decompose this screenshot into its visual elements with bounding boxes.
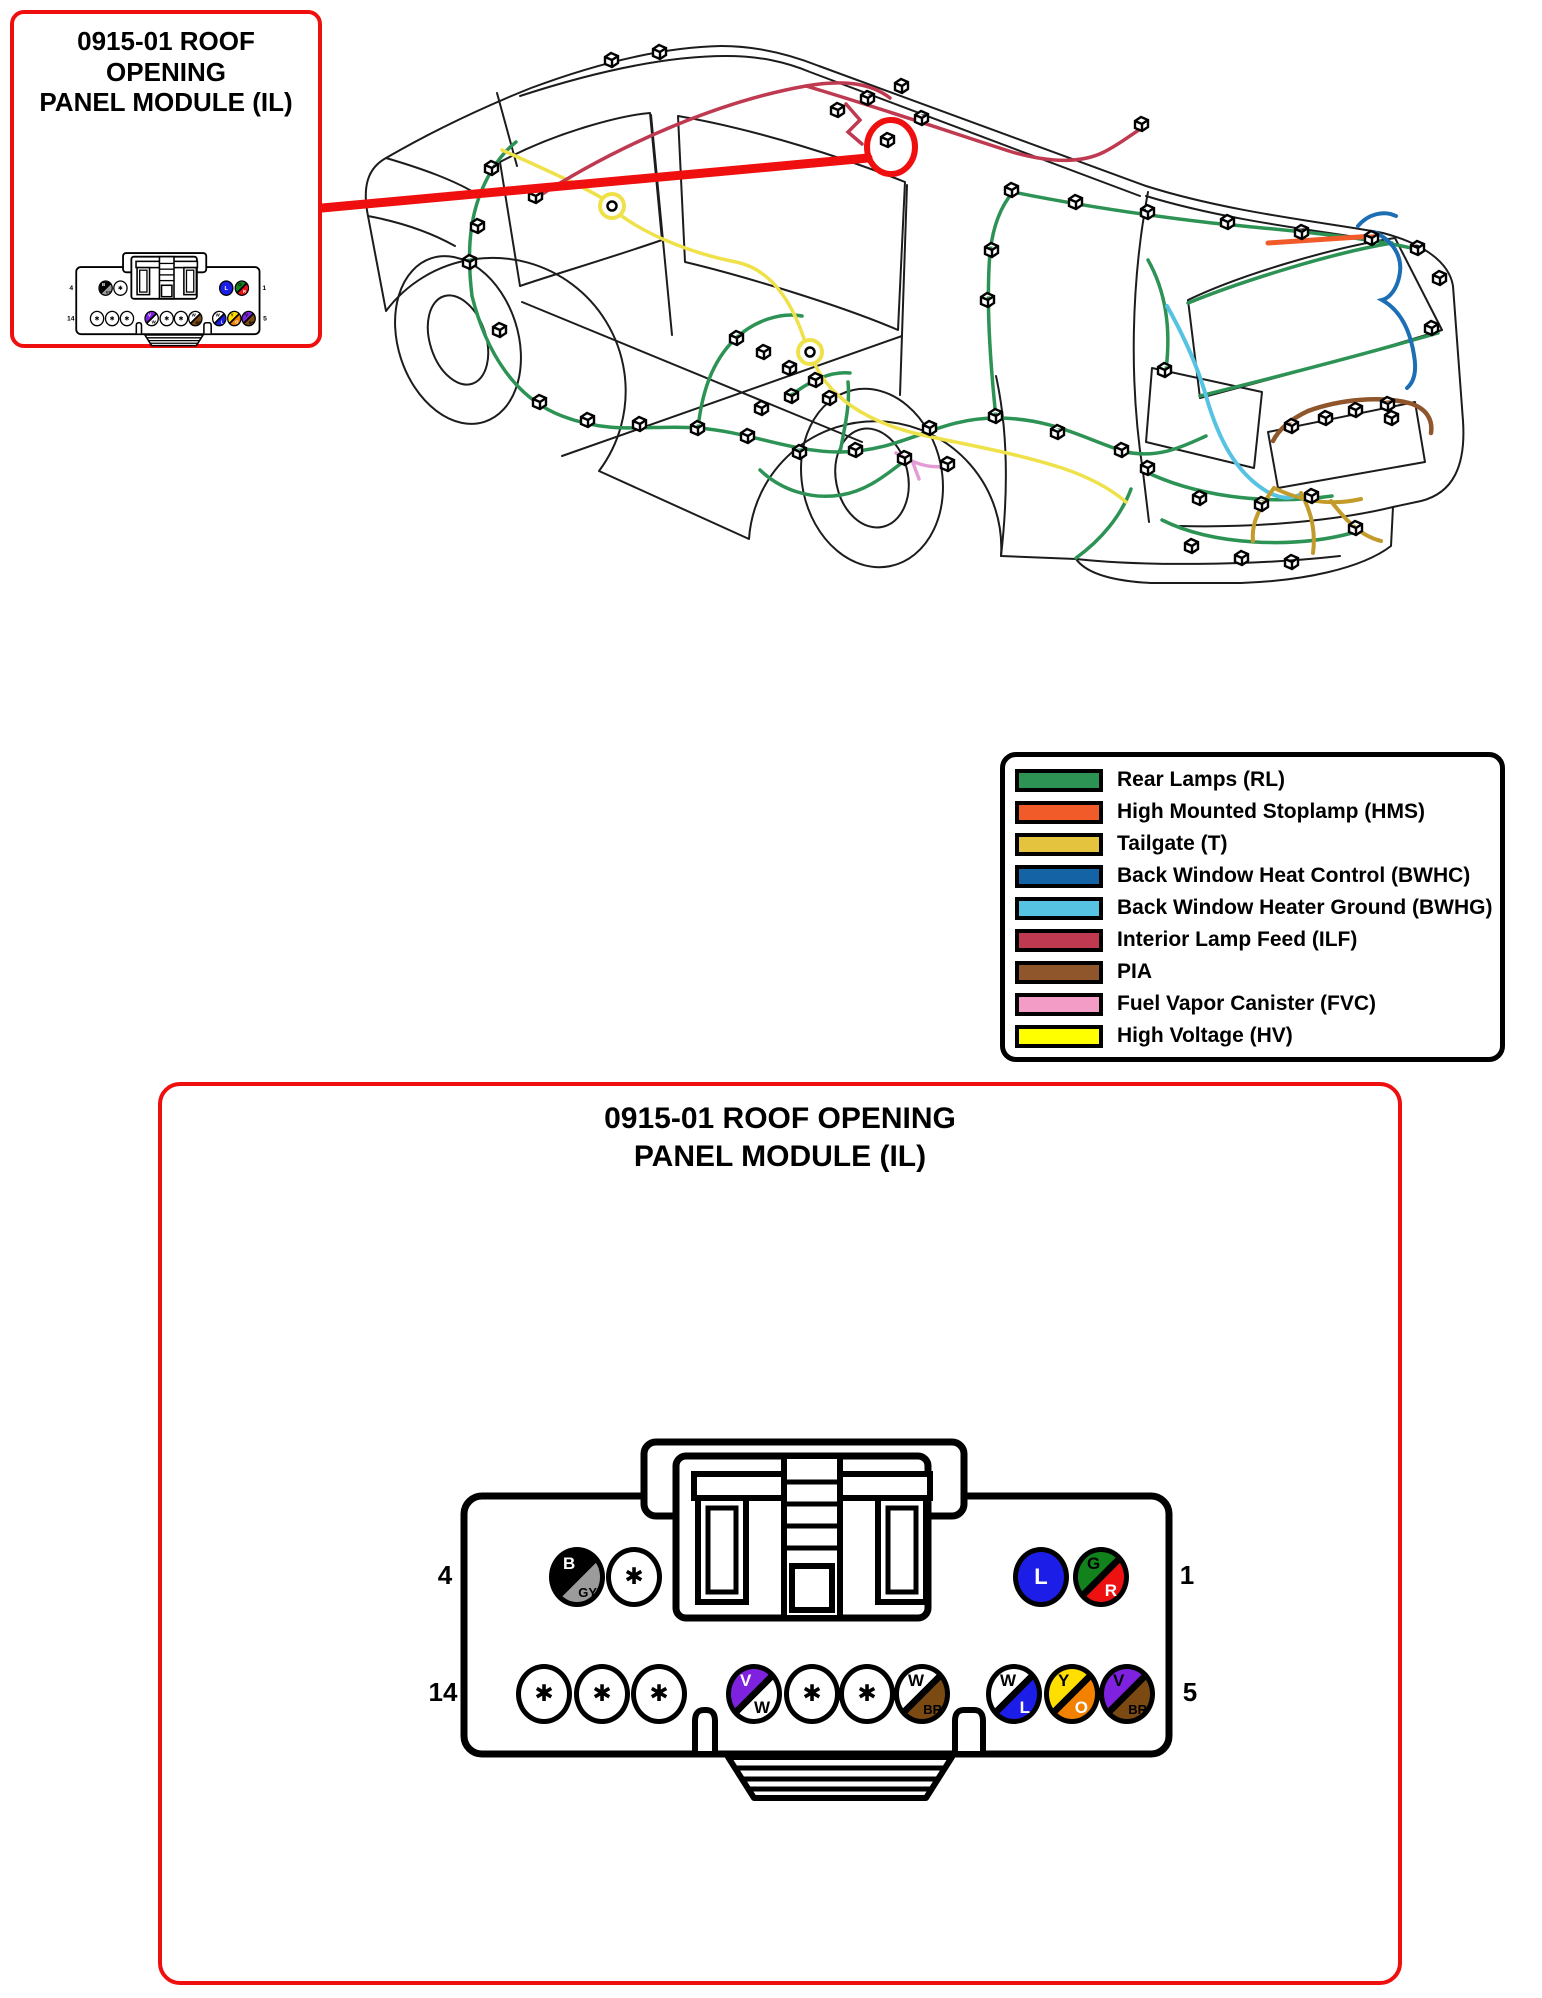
pin-v-w — [144, 311, 159, 327]
pin-code-top: Y — [230, 312, 234, 318]
connector-cube-icon — [989, 409, 1002, 423]
pin-code-bottom: R — [1104, 1581, 1117, 1600]
pin-code-top: V — [1113, 1671, 1125, 1690]
pin-g-r — [235, 280, 250, 296]
connector-cube-icon — [1349, 403, 1362, 417]
pin-b-gy — [98, 280, 113, 296]
pin-v-br — [1099, 1664, 1155, 1724]
connector-cube-icon — [1069, 195, 1082, 209]
pin-code-bottom: O — [235, 319, 239, 325]
connector-cube-icon — [493, 323, 506, 337]
pin- — [90, 311, 105, 327]
pin-row-number: 4 — [437, 1560, 453, 1590]
unassigned-pin-asterisk: ✱ — [94, 315, 100, 322]
legend-label: Interior Lamp Feed (ILF) — [1117, 928, 1358, 951]
connector-cube-icon — [823, 391, 836, 405]
pin-code-top: V — [740, 1671, 752, 1690]
connector-cube-icon — [1285, 555, 1298, 569]
pin-row-number: 4 — [69, 283, 74, 292]
legend-swatch-icon — [1015, 801, 1103, 824]
connector-cube-icon — [757, 345, 770, 359]
unassigned-pin-asterisk: ✱ — [534, 1681, 554, 1707]
unassigned-pin-asterisk: ✱ — [857, 1681, 877, 1707]
pin-y-o — [1044, 1664, 1100, 1724]
connector-cube-icon — [463, 255, 476, 269]
connector-cube-icon — [1433, 271, 1446, 285]
pin- — [839, 1664, 895, 1724]
connector-cube-icon — [485, 161, 498, 175]
pin-diagram-mini — [67, 252, 268, 354]
pin-code-top: Y — [1058, 1671, 1070, 1690]
pin-v-w — [726, 1664, 782, 1724]
pin-code-bottom: W — [753, 1698, 770, 1717]
pin- — [516, 1664, 572, 1724]
connector-cube-icon — [915, 111, 928, 125]
pin-row-number: 1 — [262, 283, 267, 292]
callout-circle — [867, 120, 915, 174]
pin-w-br — [188, 311, 203, 327]
legend-swatch-icon — [1015, 865, 1103, 888]
legend-swatch-icon — [1015, 833, 1103, 856]
pin-code-top: W — [1000, 1671, 1017, 1690]
pin-l — [1013, 1547, 1069, 1607]
connector-cube-icon — [1051, 425, 1064, 439]
connector-cube-icon — [1319, 411, 1332, 425]
wiring-connector-cubes — [463, 45, 1446, 569]
connector-cube-icon — [981, 293, 994, 307]
pin- — [120, 311, 135, 327]
pin-w-l — [986, 1664, 1042, 1724]
pinout-title-line1: 0915-01 ROOF OPENING — [604, 1102, 956, 1135]
legend-swatch-icon — [1015, 1025, 1103, 1048]
pin- — [113, 280, 128, 296]
pin-code-bottom: BR — [248, 320, 254, 325]
connector-cube-icon — [653, 45, 666, 59]
connector-cube-icon — [605, 53, 618, 67]
legend-label: PIA — [1117, 960, 1153, 983]
pin-code-bottom: O — [1074, 1698, 1088, 1717]
connector-cube-icon — [1193, 491, 1206, 505]
connector-cube-icon — [831, 103, 844, 117]
pin-code: L — [224, 284, 229, 292]
pin-code-top: W — [191, 312, 196, 318]
harness-legend — [1000, 752, 1505, 1062]
legend-row — [1015, 896, 1493, 920]
pin-row-number: 14 — [428, 1677, 458, 1707]
wire-high-mounted-stoplamp — [1268, 236, 1374, 243]
unassigned-pin-asterisk: ✱ — [592, 1681, 612, 1707]
pinout-title-line2: PANEL MODULE (IL) — [633, 1139, 927, 1173]
pin-code-bottom: L — [220, 319, 224, 325]
roof-module-pinout-box — [158, 1082, 1402, 1985]
connector-cube-icon — [1385, 411, 1398, 425]
connector-cube-icon — [809, 373, 822, 387]
pin-code-top: W — [215, 312, 220, 318]
connector-cube-icon — [1425, 321, 1438, 335]
callout-title-line2: OPENING — [106, 56, 226, 87]
pin- — [159, 311, 174, 327]
connector-cube-icon — [923, 421, 936, 435]
pin-code-top: W — [908, 1671, 925, 1690]
pin-row-number: 1 — [1179, 1560, 1195, 1590]
connector-cube-icon — [985, 243, 998, 257]
connector-cube-icon — [755, 401, 768, 415]
pin-y-o — [227, 311, 242, 327]
pin- — [606, 1547, 662, 1607]
unassigned-pin-asterisk: ✱ — [624, 1564, 644, 1590]
legend-swatch-icon — [1015, 769, 1103, 792]
unassigned-pin-asterisk: ✱ — [178, 315, 184, 322]
connector-cube-icon — [581, 413, 594, 427]
connector-cube-icon — [730, 331, 743, 345]
vehicle-outline — [366, 46, 1464, 583]
connector-shell — [440, 1438, 1200, 1830]
connector-cube-icon — [898, 451, 911, 465]
pin-code-top: G — [238, 282, 242, 288]
connector-cube-icon — [849, 443, 862, 457]
legend-row — [1015, 800, 1490, 824]
connector-cube-icon — [785, 389, 798, 403]
roof-module-callout-box — [10, 10, 322, 348]
legend-swatch-icon — [1015, 897, 1103, 920]
pin-g-r — [1073, 1547, 1129, 1607]
connector-cube-icon — [1295, 225, 1308, 239]
pin-b-gy — [549, 1547, 605, 1607]
connector-cube-icon — [1158, 363, 1171, 377]
pin-code-top: G — [1087, 1554, 1101, 1573]
legend-label: High Mounted Stoplamp (HMS) — [1117, 800, 1425, 823]
connector-cube-icon — [1005, 183, 1018, 197]
legend-row — [1015, 992, 1490, 1016]
connector-cube-icon — [861, 91, 874, 105]
pin-code-bottom: R — [242, 289, 247, 295]
connector-cube-icon — [1135, 117, 1148, 131]
legend-swatch-icon — [1015, 961, 1103, 984]
pin-w-br — [894, 1664, 950, 1724]
pin-code-bottom: BR — [195, 320, 201, 325]
connector-cube-icon — [1221, 215, 1234, 229]
pin-code-bottom: BR — [1128, 1702, 1147, 1717]
connector-cube-icon — [533, 395, 546, 409]
connector-cube-icon — [741, 429, 754, 443]
legend-row — [1015, 864, 1490, 888]
pin-row-number: 5 — [1182, 1677, 1198, 1707]
legend-row — [1015, 960, 1490, 984]
connector-cube-icon — [793, 445, 806, 459]
callout-title-line3: PANEL MODULE (IL) — [39, 87, 293, 118]
connector-cube-icon — [1255, 497, 1268, 511]
pin-code: L — [1034, 1564, 1048, 1589]
connector-cube-icon — [941, 457, 954, 471]
unassigned-pin-asterisk: ✱ — [802, 1681, 822, 1707]
connector-cube-icon — [1349, 521, 1362, 535]
connector-cube-icon — [1115, 443, 1128, 457]
legend-row — [1015, 832, 1490, 856]
legend-row — [1015, 928, 1490, 952]
pinout-title — [162, 1100, 1398, 1175]
pin-code-bottom: GY — [578, 1585, 597, 1600]
pin- — [631, 1664, 687, 1724]
pin-code-bottom: L — [1019, 1698, 1030, 1717]
pin-code-top: V — [148, 312, 151, 318]
connector-cube-icon — [1141, 461, 1154, 475]
pin-diagram-large — [428, 1438, 1200, 1830]
pin-row-number: 14 — [67, 314, 75, 322]
legend-row — [1015, 768, 1490, 792]
connector-cube-icon — [691, 421, 704, 435]
pin-code-bottom: W — [151, 319, 156, 325]
connector-cube-icon — [1381, 397, 1394, 411]
pin-v-br — [241, 311, 256, 327]
pin- — [784, 1664, 840, 1724]
connector-cube-icon — [1285, 419, 1298, 433]
unassigned-pin-asterisk: ✱ — [124, 315, 130, 322]
pin- — [105, 311, 120, 327]
unassigned-pin-asterisk: ✱ — [109, 315, 115, 322]
callout-title — [14, 26, 318, 118]
connector-cube-icon — [633, 417, 646, 431]
unassigned-pin-asterisk: ✱ — [117, 284, 123, 292]
pin-w-l — [212, 311, 227, 327]
legend-label: Fuel Vapor Canister (FVC) — [1117, 992, 1377, 1015]
unassigned-pin-asterisk: ✱ — [649, 1681, 669, 1707]
pin-code-bottom: BR — [923, 1702, 942, 1717]
connector-cube-icon — [783, 361, 796, 375]
connector-cube-icon — [1185, 539, 1198, 553]
pin-code-top: B — [101, 282, 106, 288]
connector-cube-icon — [1305, 489, 1318, 503]
legend-label: Back Window Heater Ground (BWHG) — [1117, 896, 1493, 919]
pin-code-top: V — [244, 312, 248, 318]
connector-cube-icon — [1411, 241, 1424, 255]
connector-cube-icon — [895, 79, 908, 93]
connector-cube-icon — [1141, 205, 1154, 219]
legend-label: Tailgate (T) — [1117, 832, 1228, 855]
callout-line — [322, 158, 868, 208]
connector-cube-icon — [1235, 551, 1248, 565]
legend-label: Back Window Heat Control (BWHC) — [1117, 864, 1471, 887]
legend-label: High Voltage (HV) — [1117, 1024, 1293, 1047]
pin-code-bottom: GY — [105, 290, 111, 295]
wire-back-window-heater-ground — [1167, 306, 1299, 498]
connector-cube-icon — [881, 133, 894, 147]
pin-code-top: B — [563, 1554, 576, 1573]
legend-label: Rear Lamps (RL) — [1117, 768, 1286, 791]
connector-shell — [70, 252, 268, 354]
pin-row-number: 5 — [263, 314, 267, 322]
pin- — [174, 311, 189, 327]
pin-l — [219, 280, 234, 296]
vehicle-harness-illustration — [318, 15, 1542, 640]
pin- — [574, 1664, 630, 1724]
legend-row — [1015, 1024, 1490, 1048]
connector-cube-icon — [1365, 231, 1378, 245]
grommets — [600, 194, 822, 364]
legend-swatch-icon — [1015, 929, 1103, 952]
legend-items — [1015, 768, 1493, 1048]
callout-title-line1: 0915-01 ROOF — [77, 26, 255, 56]
legend-swatch-icon — [1015, 993, 1103, 1016]
connector-cube-icon — [471, 219, 484, 233]
unassigned-pin-asterisk: ✱ — [164, 315, 170, 322]
